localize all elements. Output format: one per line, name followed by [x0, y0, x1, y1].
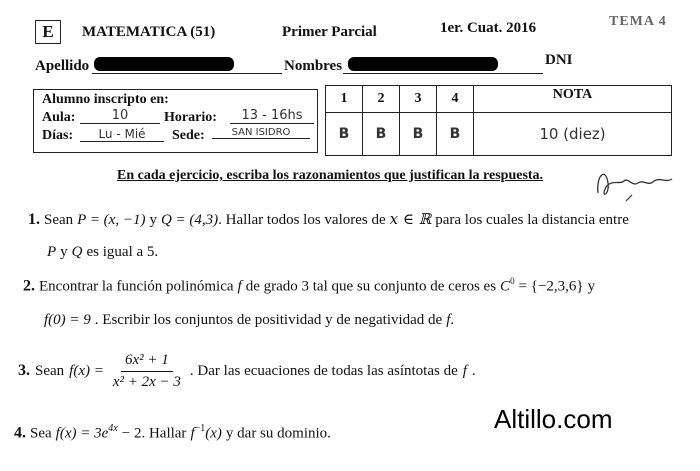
aula-value: 10 — [80, 108, 160, 124]
nota-value: 10 (diez) — [474, 113, 672, 156]
q1-text-k: es igual a 5. — [86, 244, 159, 260]
exam-term: 1er. Cuat. 2016 — [440, 20, 537, 36]
grade-mark-4: B — [437, 113, 474, 156]
question-1-number: 1. — [28, 211, 40, 228]
q2-text-h: . Escribir los conjuntos de positividad y de negatividad de — [94, 312, 443, 328]
grade-header-3: 3 — [400, 86, 437, 113]
q1-text-i: y — [60, 244, 68, 260]
exam-name: Primer Parcial — [282, 24, 377, 40]
nombres-label: Nombres — [284, 58, 343, 74]
q2-c-symbol: C — [500, 278, 511, 295]
course-title: MATEMATICA (51) — [82, 24, 216, 40]
apellido-redaction — [94, 57, 234, 71]
nombres-redaction — [348, 57, 498, 71]
q3-fraction — [109, 352, 185, 390]
q4-inverse-f: f — [190, 425, 195, 442]
q2-f-symbol: f — [237, 278, 242, 295]
grade-mark-2: B — [363, 113, 400, 156]
q2-text-f: y — [587, 278, 596, 295]
exam-theme: TEMA 4 — [609, 14, 667, 29]
grade-header-4: 4 — [437, 86, 474, 113]
grade-mark-3: B — [400, 113, 437, 156]
q2-text-a: Encontrar la función polinómica — [39, 278, 234, 295]
question-4-number: 4. — [14, 424, 26, 442]
q1-text-y: y — [149, 212, 157, 228]
q3-f-symbol: f — [462, 362, 467, 379]
grade-header-2: 2 — [363, 86, 400, 113]
q2-text-j: . — [450, 312, 455, 328]
dni-label: DNI — [545, 52, 573, 68]
q2-condition: f(0) = 9 — [44, 312, 91, 328]
dias-value: Lu - Mié — [80, 127, 164, 142]
question-3-number: 3. — [18, 362, 30, 379]
q3-text-a: Sean — [35, 362, 65, 379]
question-3 — [18, 352, 476, 390]
grades-marks-row — [326, 113, 672, 156]
q4-exponent: 4x — [108, 423, 118, 434]
q3-text-e: . — [471, 362, 476, 379]
student-box — [33, 89, 318, 153]
q1-text-g: para los cuales la distancia entre — [435, 212, 629, 228]
apellido-label: Apellido — [35, 58, 90, 74]
q4-text-g: y dar su dominio. — [225, 425, 331, 442]
q1-text-e: . Hallar todos los valores de — [218, 212, 386, 228]
question-2 — [23, 276, 595, 295]
q4-function: f(x) = 3e — [55, 425, 109, 442]
horario-label: Horario: — [164, 110, 217, 125]
grader-signature — [592, 165, 676, 207]
q1-q-symbol: Q — [71, 244, 83, 260]
q1-point-q: Q = (4,3) — [160, 212, 219, 228]
q4-text-d: . Hallar — [141, 425, 187, 442]
q3-denominator: x² + 2x − 3 — [112, 373, 181, 390]
q2-c-superscript: 0 — [510, 276, 515, 286]
q2-zero-set: = {−2,3,6} — [518, 278, 584, 295]
dias-label: Días: — [42, 128, 74, 143]
sede-value: SAN ISIDRO — [212, 127, 310, 139]
exam-letter-box — [35, 20, 61, 44]
q1-point-p: P = (x, −1) — [77, 212, 146, 228]
grades-table — [325, 85, 672, 156]
q1-p-symbol: P — [47, 244, 57, 260]
q3-text-c: . Dar las ecuaciones de todas las asíntotas de — [189, 362, 458, 379]
q3-function: f(x) = — [69, 362, 104, 379]
question-4 — [14, 423, 331, 442]
q4-inverse-superscript: −1 — [194, 423, 206, 434]
question-2-line-2 — [44, 311, 454, 329]
q4-constant: − 2 — [121, 425, 142, 442]
instruction: En cada ejercicio, escriba los razonamientos que justifican la respuesta. — [117, 168, 544, 183]
q4-inverse-arg: (x) — [205, 425, 222, 442]
question-1-line-2 — [47, 243, 158, 261]
q2-text-c: de grado 3 tal que su conjunto de ceros es — [245, 278, 497, 295]
exam-letter: E — [42, 22, 54, 41]
aula-label: Aula: — [42, 110, 76, 125]
q2-f-symbol-2: f — [446, 312, 451, 328]
grade-mark-1: B — [326, 113, 363, 156]
q1-domain: x ∈ ℝ — [389, 210, 432, 228]
question-2-number: 2. — [23, 277, 35, 295]
horario-value: 13 - 16hs — [230, 108, 314, 124]
nota-header: NOTA — [474, 86, 672, 113]
grade-header-1: 1 — [326, 86, 363, 113]
q3-numerator: 6x² + 1 — [121, 352, 173, 372]
altillo-watermark: Altillo.com — [494, 404, 613, 434]
q1-text-a: Sean — [44, 212, 74, 228]
sede-label: Sede: — [172, 128, 205, 143]
q4-text-a: Sea — [30, 425, 52, 442]
grades-header-row — [326, 86, 672, 113]
question-1 — [28, 210, 629, 229]
student-box-title: Alumno inscripto en: — [42, 92, 169, 107]
